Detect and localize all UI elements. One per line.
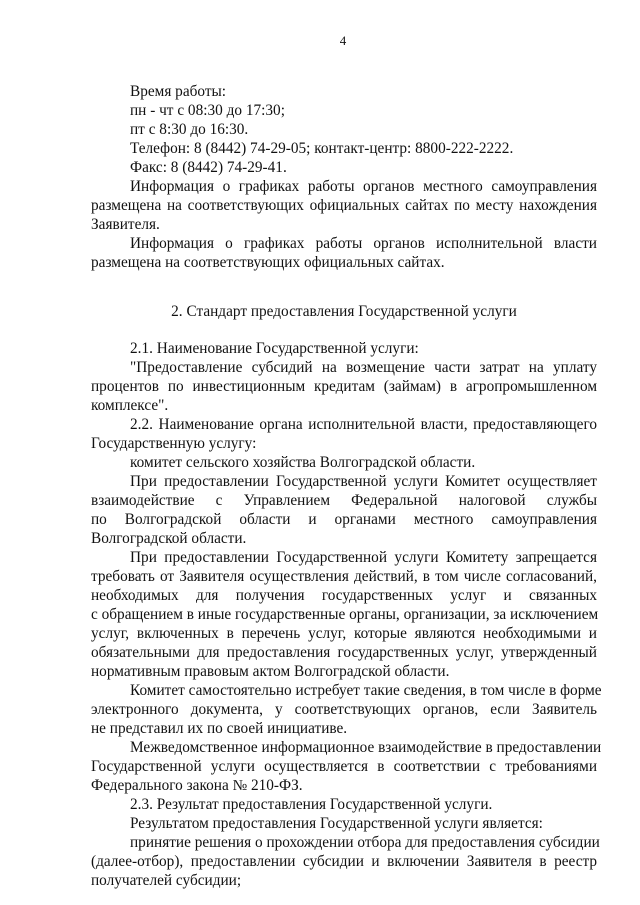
interaction-line-4: Волгоградской области. <box>91 530 247 547</box>
interagency-line-2: Государственной услуги осуществляется в соответствии с требованиями <box>91 758 597 775</box>
document-body <box>91 82 602 890</box>
info-local-line-3: Заявителя. <box>91 216 160 233</box>
s21-text-line-3: комплексе". <box>91 397 169 414</box>
phone-line: Телефон: 8 (8442) 74-29-05; контакт-центр: 8800-222-2222. <box>130 140 514 157</box>
s23-result-item-line-1: принятие решения о прохождении отбора для предоставления субсидии <box>130 834 600 851</box>
self-request-line-1: Комитет самостоятельно истребует такие сведения, в том числе в форме <box>130 682 602 699</box>
prohibition-line-4: с обращением в иные государственные органы, организации, за исключением <box>91 606 599 623</box>
interaction-line-1: При предоставлении Государственной услуги Комитет осуществляет <box>130 473 597 490</box>
s23-result-item-line-3: получателей субсидии; <box>91 872 242 889</box>
s22-title-line-2: Государственную услугу: <box>91 435 257 452</box>
work-time-label: Время работы: <box>130 83 227 100</box>
work-time-mon-thu: пн - чт с 08:30 до 17:30; <box>130 102 285 119</box>
s22-org: комитет сельского хозяйства Волгоградской области. <box>130 454 476 471</box>
page-number: 4 <box>339 33 347 48</box>
fax-line: Факс: 8 (8442) 74-29-41. <box>130 159 287 176</box>
self-request-line-2: электронного документа, у соответствующих органов, если Заявитель <box>91 701 597 718</box>
info-exec-line-2: размещена на соответствующих официальных сайтах. <box>91 254 445 271</box>
prohibition-line-6: обязательными для предоставления государственных услуг, утвержденный <box>91 644 597 661</box>
s23-result-item-line-2: (далее-отбор), предоставлении субсидии и включении Заявителя в реестр <box>91 853 597 870</box>
interaction-line-3: по Волгоградской области и органами местного самоуправления <box>91 511 597 528</box>
section-heading: 2. Стандарт предоставления Государственной услуги <box>171 303 517 320</box>
interaction-line-2: взаимодействие с Управлением Федеральной налоговой службы <box>91 492 597 509</box>
prohibition-line-5: услуг, включенных в перечень услуг, которые являются необходимыми и <box>91 625 597 642</box>
prohibition-line-7: нормативным правовым актом Волгоградской области. <box>91 663 450 680</box>
work-time-fri: пт с 8:30 до 16:30. <box>130 121 249 138</box>
prohibition-line-2: требовать от Заявителя осуществления действий, в том числе согласований, <box>91 568 597 585</box>
info-local-line-2: размещена на соответствующих официальных сайтах по месту нахождения <box>91 197 597 214</box>
interagency-line-3: Федерального закона № 210-ФЗ. <box>91 777 303 794</box>
s23-result-intro: Результатом предоставления Государственной услуги является: <box>130 815 543 832</box>
info-exec-line-1: Информация о графиках работы органов исполнительной власти <box>130 235 597 252</box>
s22-title-line-1: 2.2. Наименование органа исполнительной власти, предоставляющего <box>130 416 597 433</box>
s21-text-line-1: "Предоставление субсидий на возмещение части затрат на уплату <box>130 359 597 376</box>
s23-title: 2.3. Результат предоставления Государственной услуги. <box>130 796 493 813</box>
interagency-line-1: Межведомственное информационное взаимодействие в предоставлении <box>130 739 602 756</box>
s21-text-line-2: процентов по инвестиционным кредитам (займам) в агропромышленном <box>91 378 597 395</box>
s21-title: 2.1. Наименование Государственной услуги: <box>130 340 419 357</box>
prohibition-line-3: необходимых для получения государственных услуг и связанных <box>91 587 597 604</box>
info-local-line-1: Информация о графиках работы органов местного самоуправления <box>130 178 597 195</box>
self-request-line-3: не представил их по своей инициативе. <box>91 720 348 737</box>
prohibition-line-1: При предоставлении Государственной услуги Комитету запрещается <box>130 549 597 566</box>
